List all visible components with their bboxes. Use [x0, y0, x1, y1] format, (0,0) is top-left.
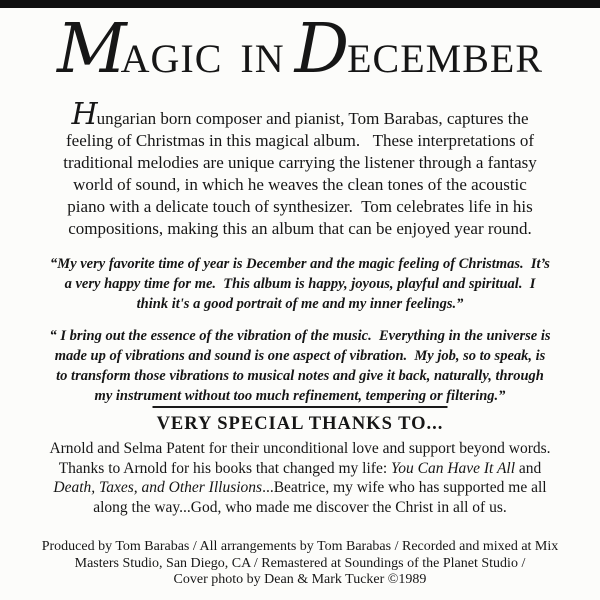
intro-line-text: ungarian born composer and pianist, Tom Barabas, captures the — [96, 109, 529, 128]
artist-quote-1 — [0, 254, 600, 314]
thanks-line — [0, 478, 600, 498]
intro-line — [0, 97, 600, 132]
book-title-death-taxes: Death, Taxes, and Other Illusions — [53, 479, 263, 496]
quote-line: my instrument without too much refinement, tempering or filtering.” — [94, 388, 506, 404]
thanks-line: Arnold and Selma Patent for their unconditional love and support beyond words. — [49, 440, 551, 457]
album-title — [0, 10, 600, 98]
thanks-line3-suffix: ...Beatrice, my wife who has supported me all — [262, 479, 547, 496]
title-word-in: IN — [240, 36, 285, 81]
intro-line: compositions, making this an album that can be enjoyed year round. — [68, 219, 532, 238]
credits-line: Cover photo by Dean & Mark Tucker ©1989 — [173, 572, 427, 587]
thanks-line — [0, 459, 600, 479]
title-december-rest: ECEMBER — [347, 36, 544, 81]
quote-line: to transform those vibrations to musical notes and give it back, naturally, through — [56, 368, 544, 384]
quote-line: think it's a good portrait of me and my inner feelings.” — [136, 296, 464, 312]
credits-line: Masters Studio, San Diego, CA / Remastered at Soundings of the Planet Studio / — [74, 555, 526, 571]
quote-line: “My very favorite time of year is December and the magic feeling of Christmas. It’s — [50, 256, 550, 272]
thanks-paragraph — [0, 439, 600, 517]
title-initial-m: M — [56, 10, 125, 89]
quote-line: “ I bring out the essence of the vibration of the music. Everything in the universe is — [49, 328, 551, 344]
intro-paragraph — [0, 97, 600, 240]
thanks-line2-suffix: and — [515, 459, 542, 477]
production-credits — [0, 539, 600, 589]
credits-line: Produced by Tom Barabas / All arrangements by Tom Barabas / Recorded and mixed at Mix — [41, 539, 559, 554]
title-magic-rest: AGIC — [120, 36, 223, 81]
title-initial-d: D — [294, 10, 348, 89]
thanks-heading: VERY SPECIAL THANKS TO... — [156, 414, 444, 434]
section-divider-rule — [153, 406, 448, 408]
top-black-bar — [0, 0, 600, 8]
intro-line: piano with a delicate touch of synthesizer. Tom celebrates life in his — [67, 197, 533, 216]
intro-line: world of sound, in which he weaves the clean tones of the acoustic — [73, 175, 527, 194]
intro-drop-cap: H — [71, 97, 97, 132]
book-title-you-can-have-it-all: You Can Have It All — [391, 459, 516, 477]
intro-line: feeling of Christmas in this magical album. These interpretations of — [65, 131, 535, 150]
quote-line: a very happy time for me. This album is happy, joyous, playful and spiritual. I — [64, 276, 536, 292]
thanks-line: along the way...God, who made me discover the Christ in all of us. — [93, 498, 507, 516]
intro-line: traditional melodies are unique carrying the listener through a fantasy — [63, 153, 537, 172]
artist-quote-2 — [0, 326, 600, 406]
thanks-line2-prefix: Thanks to Arnold for his books that changed my life: — [58, 459, 392, 477]
quote-line: made up of vibrations and sound is one aspect of vibration. My job, so to speak, is — [54, 348, 546, 364]
